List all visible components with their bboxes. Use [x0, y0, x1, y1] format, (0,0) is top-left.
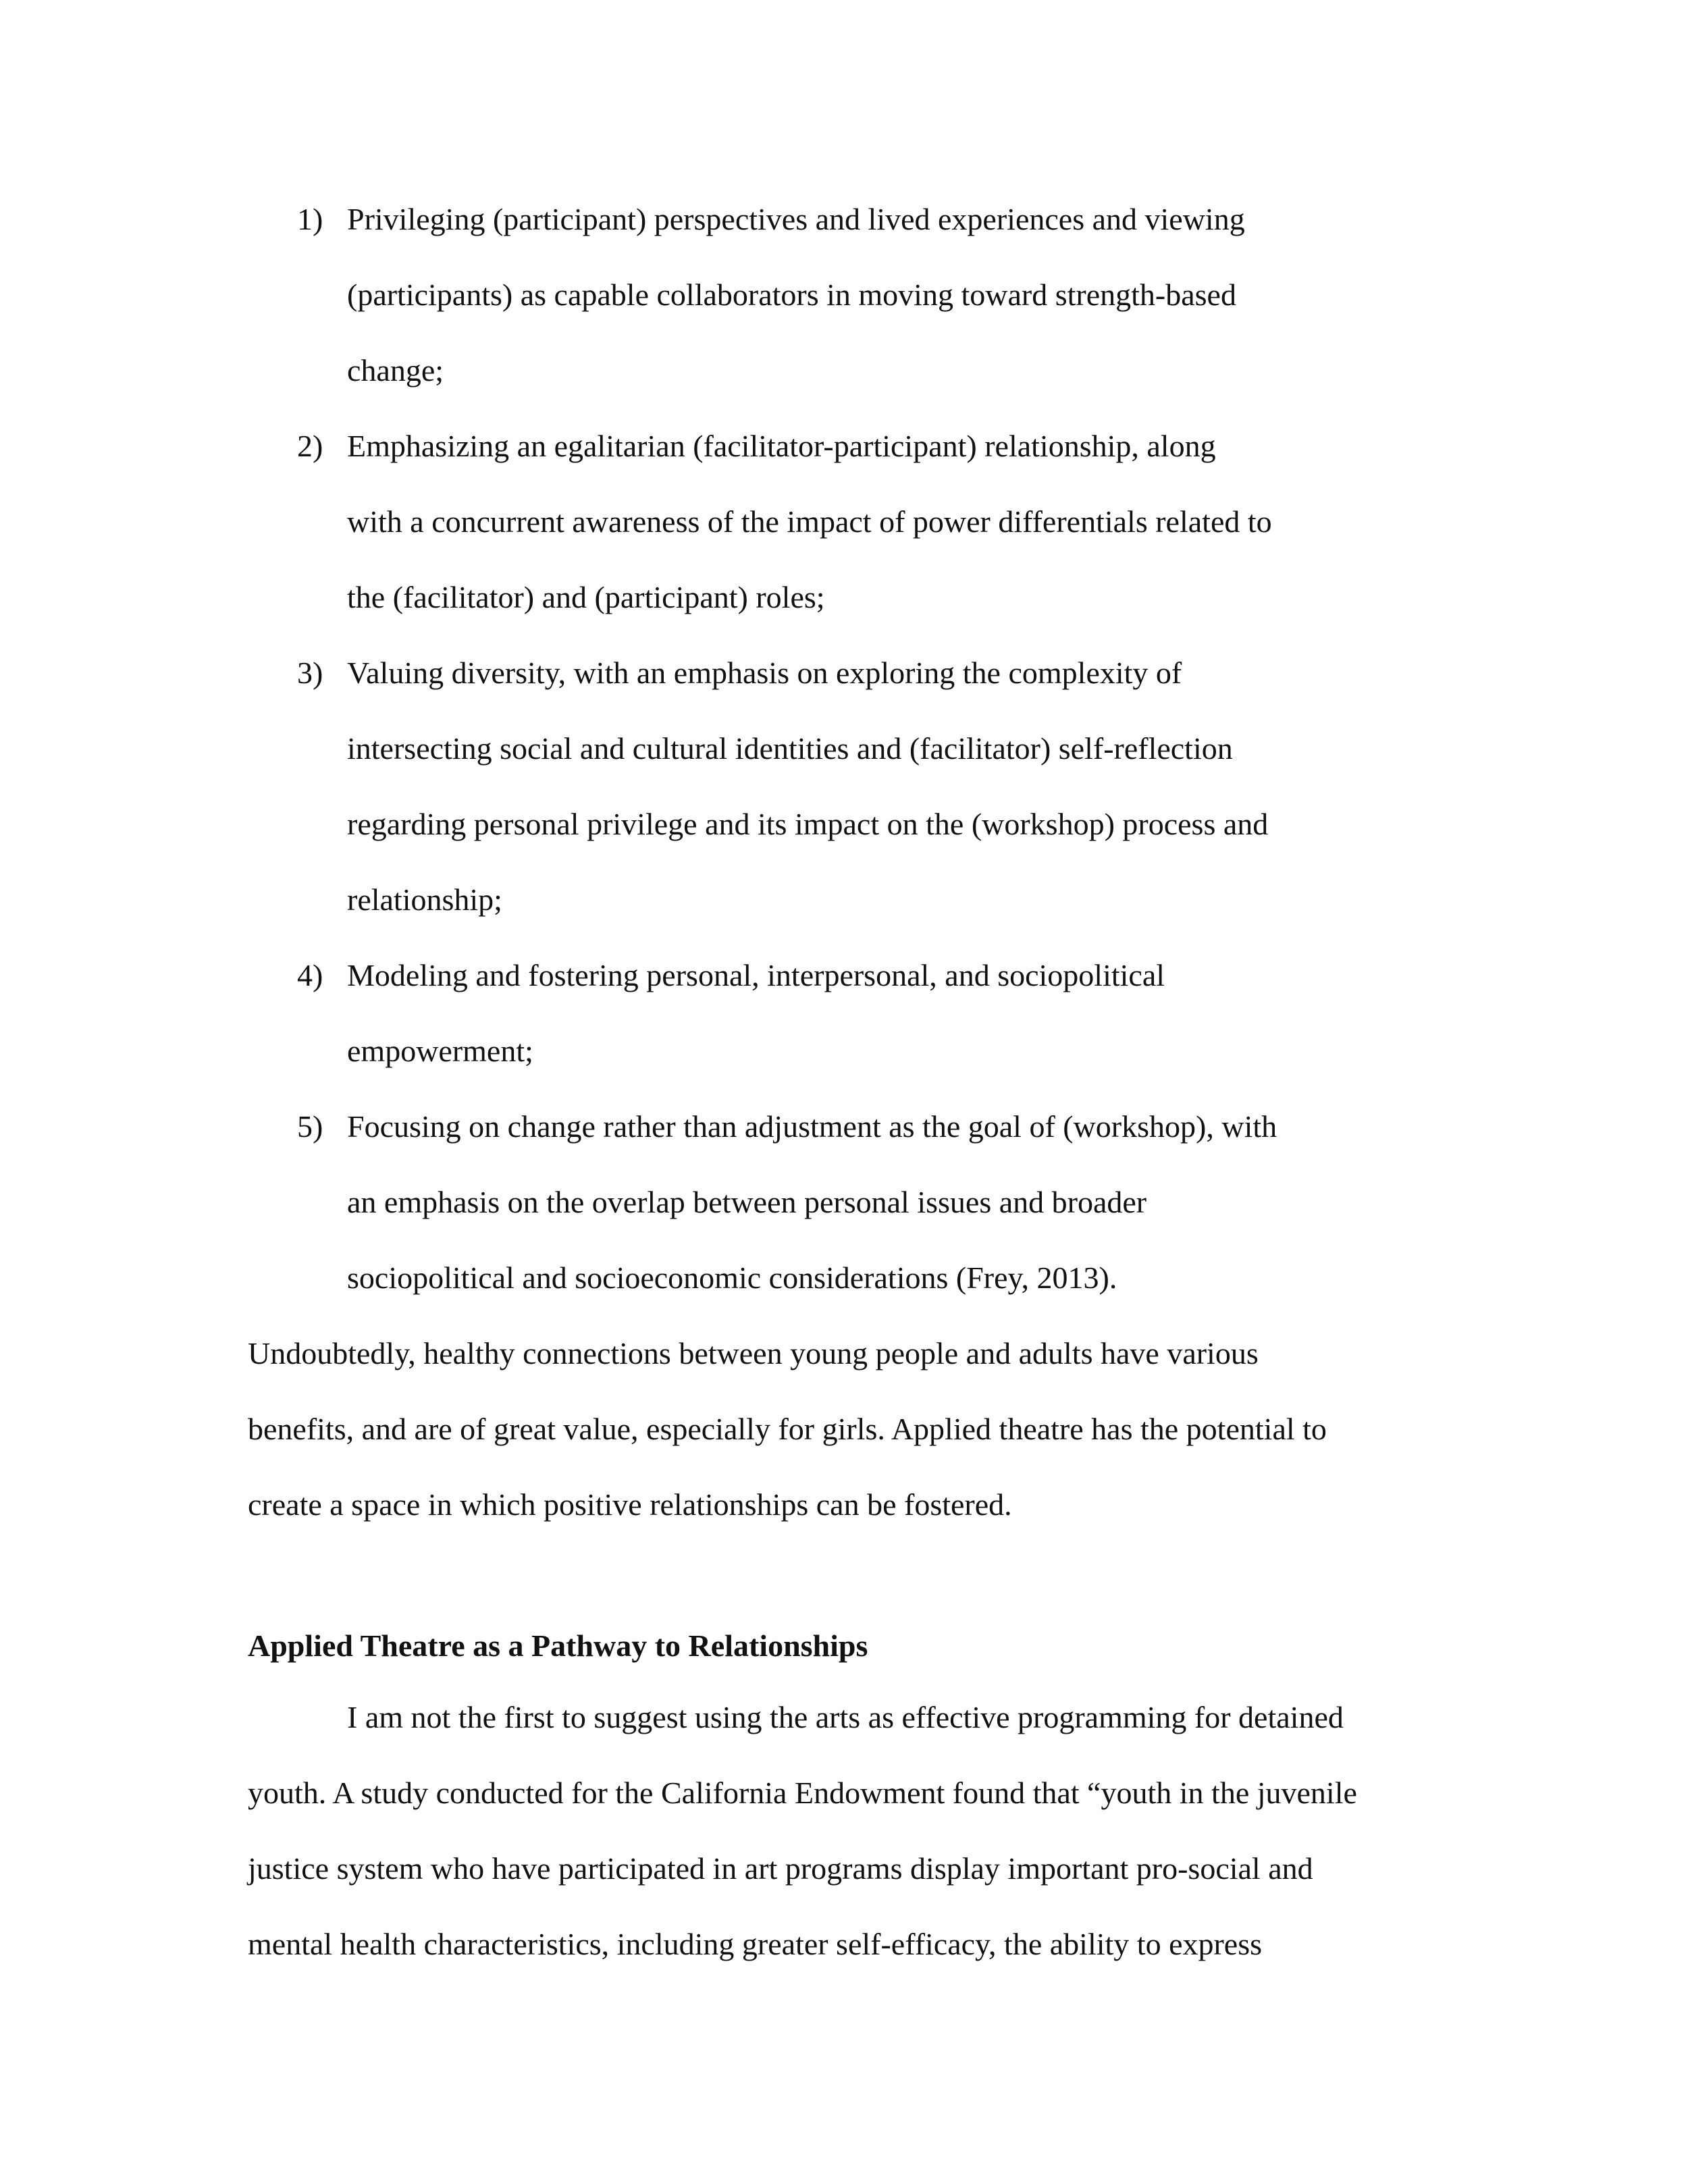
list-item-line: intersecting social and cultural identities and (facilitator) self-reflection [347, 731, 1233, 766]
paragraph-line: create a space in which positive relationships can be fostered. [248, 1487, 1012, 1522]
list-item-line: with a concurrent awareness of the impact of power differentials related to [347, 504, 1272, 539]
list-item-line: change; [347, 353, 444, 388]
list-item-line: Modeling and fostering personal, interpersonal, and sociopolitical [347, 958, 1165, 992]
paragraph-line: Undoubtedly, healthy connections between young people and adults have various [248, 1336, 1259, 1370]
list-item-number: 3) [297, 656, 323, 690]
paragraph-line: justice system who have participated in art programs display important pro-social and [248, 1851, 1313, 1886]
list-item-line: the (facilitator) and (participant) roles; [347, 580, 825, 614]
paragraph-line: youth. A study conducted for the California Endowment found that “youth in the juvenile [248, 1776, 1357, 1810]
list-item-number: 2) [297, 429, 323, 463]
list-item-line: Privileging (participant) perspectives and lived experiences and viewing [347, 202, 1245, 236]
section-heading: Applied Theatre as a Pathway to Relationships [248, 1628, 868, 1663]
list-item-line: Emphasizing an egalitarian (facilitator-participant) relationship, along [347, 429, 1216, 463]
list-item-number: 1) [297, 202, 323, 236]
list-item-line: an emphasis on the overlap between personal issues and broader [347, 1185, 1147, 1219]
list-item-line: sociopolitical and socioeconomic considerations (Frey, 2013). [347, 1260, 1117, 1295]
paragraph-line: benefits, and are of great value, especially for girls. Applied theatre has the potential to [248, 1412, 1327, 1446]
paragraph-line: I am not the first to suggest using the arts as effective programming for detained [347, 1700, 1344, 1734]
list-item-line: (participants) as capable collaborators in moving toward strength-based [347, 277, 1236, 312]
list-item-number: 4) [297, 958, 323, 992]
list-item-line: relationship; [347, 882, 502, 917]
list-item-line: regarding personal privilege and its impact on the (workshop) process and [347, 807, 1269, 841]
list-item-line: empowerment; [347, 1034, 533, 1068]
list-item-number: 5) [297, 1109, 323, 1144]
list-item-line: Valuing diversity, with an emphasis on exploring the complexity of [347, 656, 1182, 690]
paragraph-line: mental health characteristics, including greater self-efficacy, the ability to express [248, 1927, 1263, 1961]
list-item-line: Focusing on change rather than adjustment as the goal of (workshop), with [347, 1109, 1277, 1144]
